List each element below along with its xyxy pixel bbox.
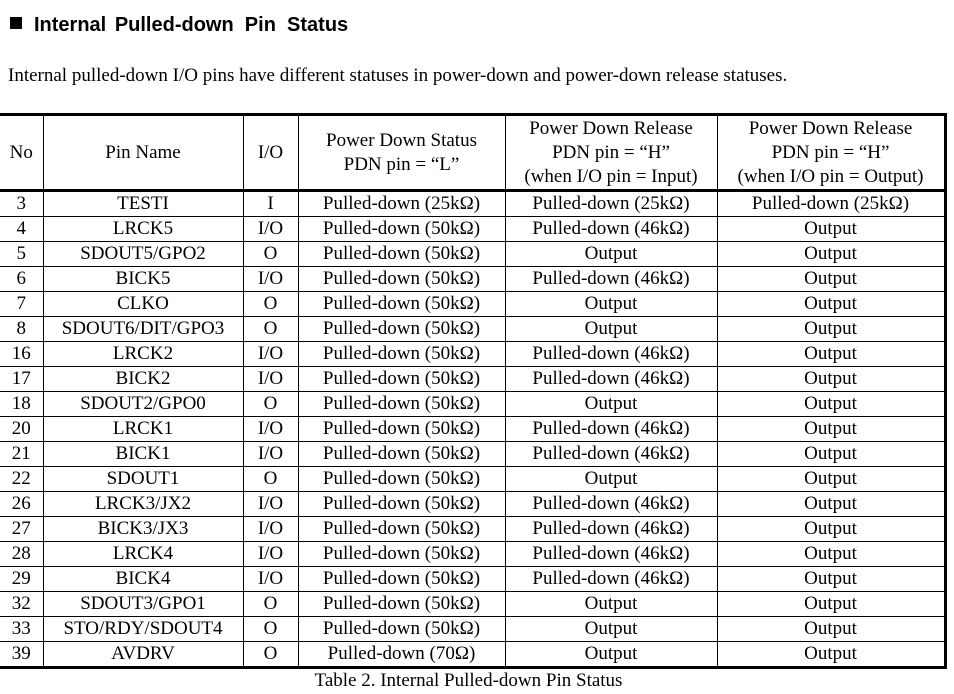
- cell-io: I/O: [243, 217, 298, 242]
- cell-pin-name: SDOUT6/DIT/GPO3: [43, 317, 243, 342]
- cell-release-output: Output: [717, 367, 945, 392]
- header-power-down-status: [298, 115, 505, 191]
- cell-release-output: Pulled-down (25kΩ): [717, 191, 945, 217]
- table-body: [0, 191, 945, 668]
- cell-no: 26: [0, 492, 43, 517]
- cell-io: O: [243, 317, 298, 342]
- cell-io: I/O: [243, 542, 298, 567]
- table-row: [0, 217, 945, 242]
- cell-io: O: [243, 392, 298, 417]
- black-square-icon: [10, 17, 22, 29]
- cell-power-down-status: Pulled-down (50kΩ): [298, 217, 505, 242]
- cell-io: O: [243, 292, 298, 317]
- cell-release-input: Output: [505, 592, 717, 617]
- cell-io: O: [243, 592, 298, 617]
- cell-release-output: Output: [717, 242, 945, 267]
- cell-io: I/O: [243, 492, 298, 517]
- cell-io: I/O: [243, 442, 298, 467]
- cell-release-input: Output: [505, 617, 717, 642]
- header-power-down-release-output: [717, 115, 945, 191]
- cell-io: I/O: [243, 567, 298, 592]
- header-io: I/O: [243, 115, 298, 191]
- table-row: [0, 392, 945, 417]
- cell-no: 17: [0, 367, 43, 392]
- cell-release-output: Output: [717, 467, 945, 492]
- cell-io: I/O: [243, 517, 298, 542]
- header-line: Power Down Status: [326, 129, 477, 151]
- cell-no: 5: [0, 242, 43, 267]
- cell-pin-name: SDOUT5/GPO2: [43, 242, 243, 267]
- cell-no: 22: [0, 467, 43, 492]
- cell-no: 28: [0, 542, 43, 567]
- cell-release-output: Output: [717, 592, 945, 617]
- section-heading: [10, 11, 348, 39]
- cell-release-output: Output: [717, 617, 945, 642]
- table-row: [0, 242, 945, 267]
- table-row: [0, 542, 945, 567]
- cell-release-input: Pulled-down (46kΩ): [505, 542, 717, 567]
- cell-io: O: [243, 617, 298, 642]
- header-line: Power Down Release: [529, 117, 693, 139]
- table-row: [0, 592, 945, 617]
- header-line: PDN pin = “H”: [552, 141, 670, 163]
- cell-no: 29: [0, 567, 43, 592]
- cell-pin-name: CLKO: [43, 292, 243, 317]
- cell-no: 3: [0, 191, 43, 217]
- cell-release-output: Output: [717, 342, 945, 367]
- cell-release-input: Pulled-down (46kΩ): [505, 342, 717, 367]
- cell-power-down-status: Pulled-down (50kΩ): [298, 467, 505, 492]
- cell-pin-name: LRCK2: [43, 342, 243, 367]
- cell-release-output: Output: [717, 417, 945, 442]
- cell-release-input: Output: [505, 242, 717, 267]
- cell-pin-name: STO/RDY/SDOUT4: [43, 617, 243, 642]
- cell-io: O: [243, 242, 298, 267]
- cell-release-output: Output: [717, 642, 945, 668]
- cell-release-output: Output: [717, 517, 945, 542]
- cell-pin-name: SDOUT2/GPO0: [43, 392, 243, 417]
- cell-no: 6: [0, 267, 43, 292]
- cell-power-down-status: Pulled-down (50kΩ): [298, 242, 505, 267]
- cell-power-down-status: Pulled-down (50kΩ): [298, 417, 505, 442]
- cell-release-input: Output: [505, 392, 717, 417]
- cell-no: 16: [0, 342, 43, 367]
- cell-release-output: Output: [717, 217, 945, 242]
- cell-pin-name: TESTI: [43, 191, 243, 217]
- cell-no: 33: [0, 617, 43, 642]
- cell-no: 7: [0, 292, 43, 317]
- table-row: [0, 342, 945, 367]
- table-row: [0, 442, 945, 467]
- cell-no: 27: [0, 517, 43, 542]
- cell-no: 8: [0, 317, 43, 342]
- header-line: (when I/O pin = Output): [737, 165, 924, 187]
- cell-release-output: Output: [717, 292, 945, 317]
- cell-power-down-status: Pulled-down (50kΩ): [298, 442, 505, 467]
- heading-rest: Pulled-down Pin Status: [114, 14, 349, 36]
- cell-release-output: Output: [717, 542, 945, 567]
- header-line: PDN pin = “L”: [343, 153, 460, 175]
- cell-no: 20: [0, 417, 43, 442]
- cell-release-input: Output: [505, 467, 717, 492]
- cell-pin-name: BICK3/JX3: [43, 517, 243, 542]
- cell-power-down-status: Pulled-down (50kΩ): [298, 517, 505, 542]
- cell-power-down-status: Pulled-down (50kΩ): [298, 267, 505, 292]
- cell-power-down-status: Pulled-down (25kΩ): [298, 191, 505, 217]
- cell-release-output: Output: [717, 392, 945, 417]
- table-row: [0, 317, 945, 342]
- cell-io: I/O: [243, 417, 298, 442]
- cell-power-down-status: Pulled-down (50kΩ): [298, 492, 505, 517]
- cell-pin-name: SDOUT1: [43, 467, 243, 492]
- cell-pin-name: AVDRV: [43, 642, 243, 668]
- cell-pin-name: BICK4: [43, 567, 243, 592]
- cell-io: I/O: [243, 267, 298, 292]
- cell-release-input: Pulled-down (46kΩ): [505, 217, 717, 242]
- cell-no: 18: [0, 392, 43, 417]
- cell-power-down-status: Pulled-down (50kΩ): [298, 567, 505, 592]
- cell-power-down-status: Pulled-down (50kΩ): [298, 592, 505, 617]
- cell-io: I/O: [243, 342, 298, 367]
- header-pin-name: Pin Name: [43, 115, 243, 191]
- cell-pin-name: LRCK1: [43, 417, 243, 442]
- cell-release-output: Output: [717, 442, 945, 467]
- cell-release-input: Output: [505, 292, 717, 317]
- heading-word-internal: Internal: [34, 14, 107, 36]
- cell-no: 21: [0, 442, 43, 467]
- cell-release-output: Output: [717, 567, 945, 592]
- table-header-row: [0, 115, 945, 191]
- table-row: [0, 517, 945, 542]
- cell-release-input: Output: [505, 642, 717, 668]
- cell-pin-name: BICK2: [43, 367, 243, 392]
- header-line: (when I/O pin = Input): [524, 165, 698, 187]
- cell-release-input: Pulled-down (46kΩ): [505, 492, 717, 517]
- cell-release-output: Output: [717, 492, 945, 517]
- cell-power-down-status: Pulled-down (50kΩ): [298, 617, 505, 642]
- cell-release-input: Pulled-down (46kΩ): [505, 367, 717, 392]
- cell-io: I: [243, 191, 298, 217]
- table-row: [0, 492, 945, 517]
- cell-power-down-status: Pulled-down (50kΩ): [298, 542, 505, 567]
- header-no: No: [0, 115, 43, 191]
- table-row: [0, 642, 945, 668]
- table-row: [0, 191, 945, 217]
- cell-pin-name: LRCK3/JX2: [43, 492, 243, 517]
- cell-power-down-status: Pulled-down (50kΩ): [298, 392, 505, 417]
- table-row: [0, 467, 945, 492]
- cell-no: 4: [0, 217, 43, 242]
- cell-no: 32: [0, 592, 43, 617]
- cell-release-input: Pulled-down (46kΩ): [505, 567, 717, 592]
- table-row: [0, 267, 945, 292]
- cell-io: O: [243, 467, 298, 492]
- header-line: Power Down Release: [748, 117, 913, 139]
- cell-release-input: Pulled-down (46kΩ): [505, 442, 717, 467]
- pin-status-table: [0, 113, 947, 669]
- cell-release-output: Output: [717, 317, 945, 342]
- cell-release-input: Pulled-down (46kΩ): [505, 517, 717, 542]
- cell-power-down-status: Pulled-down (50kΩ): [298, 317, 505, 342]
- cell-release-input: Pulled-down (46kΩ): [505, 417, 717, 442]
- cell-pin-name: LRCK5: [43, 217, 243, 242]
- cell-io: O: [243, 642, 298, 668]
- cell-release-output: Output: [717, 267, 945, 292]
- table-row: [0, 567, 945, 592]
- cell-power-down-status: Pulled-down (70Ω): [298, 642, 505, 668]
- cell-power-down-status: Pulled-down (50kΩ): [298, 342, 505, 367]
- cell-pin-name: LRCK4: [43, 542, 243, 567]
- cell-no: 39: [0, 642, 43, 668]
- cell-power-down-status: Pulled-down (50kΩ): [298, 367, 505, 392]
- cell-release-input: Pulled-down (25kΩ): [505, 191, 717, 217]
- cell-release-input: Output: [505, 317, 717, 342]
- cell-release-input: Pulled-down (46kΩ): [505, 267, 717, 292]
- intro-paragraph: Internal pulled-down I/O pins have different statuses in power-down and power-down release statuses.: [8, 65, 788, 86]
- table-caption: Table 2. Internal Pulled-down Pin Status: [314, 670, 623, 691]
- cell-pin-name: SDOUT3/GPO1: [43, 592, 243, 617]
- cell-pin-name: BICK5: [43, 267, 243, 292]
- table-row: [0, 292, 945, 317]
- cell-io: I/O: [243, 367, 298, 392]
- header-power-down-release-input: [505, 115, 717, 191]
- cell-pin-name: BICK1: [43, 442, 243, 467]
- cell-power-down-status: Pulled-down (50kΩ): [298, 292, 505, 317]
- table-row: [0, 367, 945, 392]
- header-line: PDN pin = “H”: [771, 141, 890, 163]
- table-row: [0, 617, 945, 642]
- table-row: [0, 417, 945, 442]
